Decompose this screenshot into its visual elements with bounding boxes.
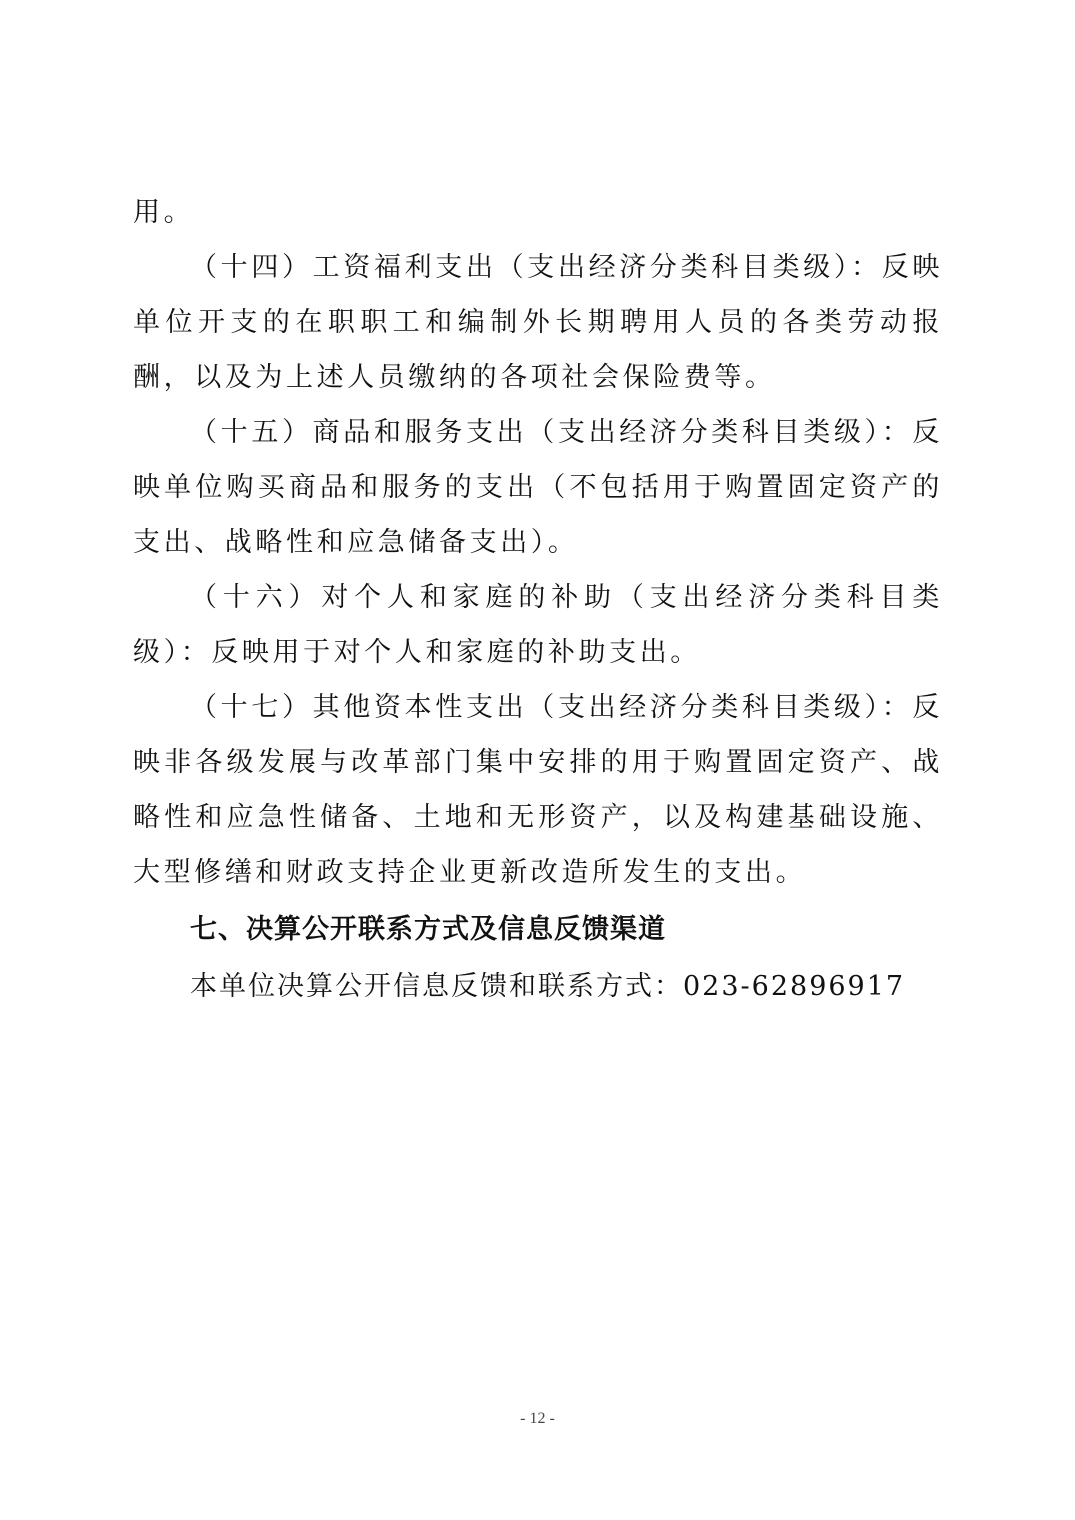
definition-term-14: （十四）工资福利支出（支出经济分类科目类级）： [190, 252, 882, 283]
definition-item-15 [133, 405, 943, 570]
definition-item-14 [133, 240, 943, 405]
definition-desc-16: 反映用于对个人和家庭的补助支出。 [211, 637, 701, 668]
continued-paragraph [133, 185, 943, 240]
definition-term-16: （十六）对个人和家庭的补助（支出经济分类科目类级）： [133, 582, 943, 668]
definition-term-17: （十七）其他资本性支出（支出经济分类科目类级）： [190, 692, 913, 723]
definition-term-15: （十五）商品和服务支出（支出经济分类科目类级）： [190, 417, 913, 448]
contact-phone: 023-62896917 [683, 971, 906, 1002]
definition-desc-14: 反映单位开支的在职职工和编制外长期聘用人员的各类劳动报酬，以及为上述人员缴纳的各项社会保险费等。 [133, 252, 943, 393]
page-number: - 12 - [520, 1410, 555, 1427]
definition-desc-15: 反映单位购买商品和服务的支出（不包括用于购置固定资产的支出、战略性和应急储备支出）。 [133, 417, 943, 558]
page-content [133, 185, 943, 1014]
continued-text: 用。 [133, 197, 195, 228]
contact-label: 本单位决算公开信息反馈和联系方式： [190, 971, 683, 1002]
contact-line [133, 959, 943, 1014]
definition-desc-17: 反映非各级发展与改革部门集中安排的用于购置固定资产、战略性和应急性储备、土地和无形资产，以及构建基础设施、大型修缮和财政支持企业更新改造所发生的支出。 [133, 692, 943, 888]
definition-item-17 [133, 680, 943, 900]
definition-item-16 [133, 570, 943, 680]
section-heading: 七、决算公开联系方式及信息反馈渠道 [190, 914, 666, 945]
